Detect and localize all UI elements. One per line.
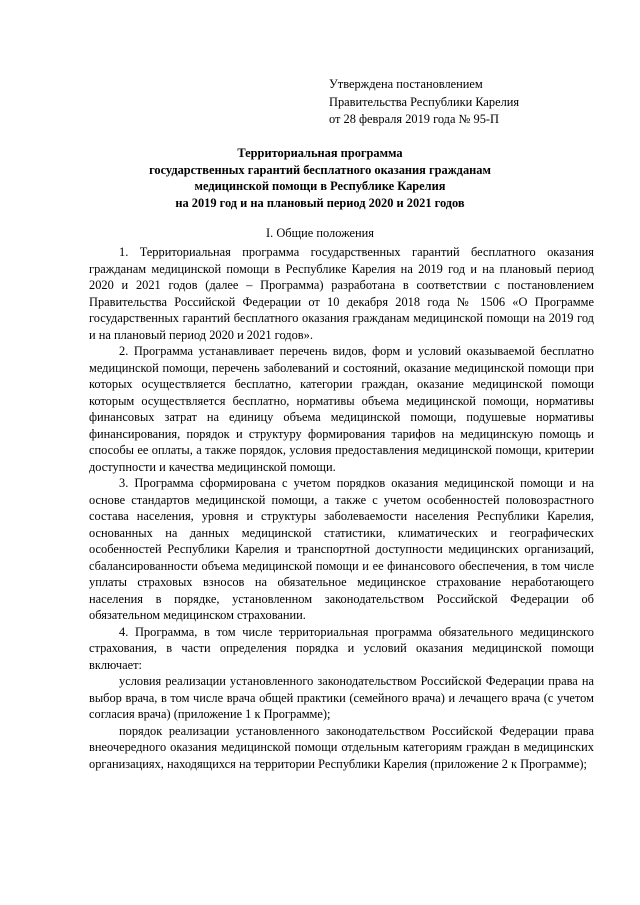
paragraph: 1. Территориальная программа государственных гарантий бесплатного оказания гражданам медицинской помощи в Республике Карелия на 2019 год и на плановый период 2020 и 2021 годов (далее – Программа) разработана в соответствии с постановлением Правительства Российской Федерации от 10 декабря 2018 года № 1506 «О Программе государственных гарантий бесплатного оказания гражданам медицинской помощи на 2019 год и на плановый период 2020 и 2021 годов». [89, 245, 594, 342]
title-line: Территориальная программа [237, 146, 403, 160]
section-heading: I. Общие положения [266, 226, 374, 240]
document-body [89, 244, 594, 772]
title-line: государственных гарантий бесплатного оказания гражданам [149, 162, 491, 177]
document-title [60, 145, 580, 211]
approval-line: Утверждена постановлением [329, 77, 483, 91]
paragraph: условия реализации установленного законодательством Российской Федерации права на выбор врача, в том числе врача общей практики (семейного врача) и лечащего врача (с учетом согласия врача) (приложение 1 к Программе); [89, 674, 594, 721]
title-line: на 2019 год и на плановый период 2020 и 2021 годов [175, 195, 465, 210]
title-line: медицинской помощи в Республике Карелия [194, 179, 446, 193]
approval-date-line: от 28 февраля 2019 года № 95-П [329, 112, 499, 126]
approval-stamp [329, 76, 519, 129]
paragraph: 3. Программа сформирована с учетом порядков оказания медицинской помощи и на основе стандартов медицинской помощи, а также с учетом особенностей половозрастного состава населения, уровня и структуры заболеваемости населения Республики Карелия, основанных на данных медицинской статистики, климатических и географических особенностей Республики Карелия и транспортной доступности медицинских организаций, сбалансированности объема медицинской помощи и ее финансового обеспечения, в том числе уплаты страховых взносов на обязательное медицинское страхование неработающего населения в порядке, установленном законодательством Российской Федерации об обязательном медицинском страховании. [89, 476, 594, 622]
approval-line: Правительства Республики Карелия [329, 94, 520, 109]
paragraph: 2. Программа устанавливает перечень видов, форм и условий оказываемой бесплатно медицинской помощи, перечень заболеваний и состояний, оказание медицинской помощи при которых осуществляется бесплатно, категории граждан, оказание медицинской помощи которым осуществляется бесплатно, нормативы объема медицинской помощи, нормативы финансовых затрат на единицу объема медицинской помощи, подушевые нормативы финансирования, порядок и структуру формирования тарифов на медицинскую помощь и способы ее оплаты, а также порядок, условия предоставления медицинской помощи, критерии доступности и качества медицинской помощи. [89, 344, 594, 474]
paragraph: 4. Программа, в том числе территориальная программа обязательного медицинского страхования, в части определения порядка и условий оказания медицинской помощи включает: [89, 624, 594, 672]
paragraph: порядок реализации установленного законодательством Российской Федерации права внеочередного оказания медицинской помощи отдельным категориям граждан в медицинских организациях, находящихся на территории Республики Карелия (приложение 2 к Программе); [89, 723, 594, 771]
